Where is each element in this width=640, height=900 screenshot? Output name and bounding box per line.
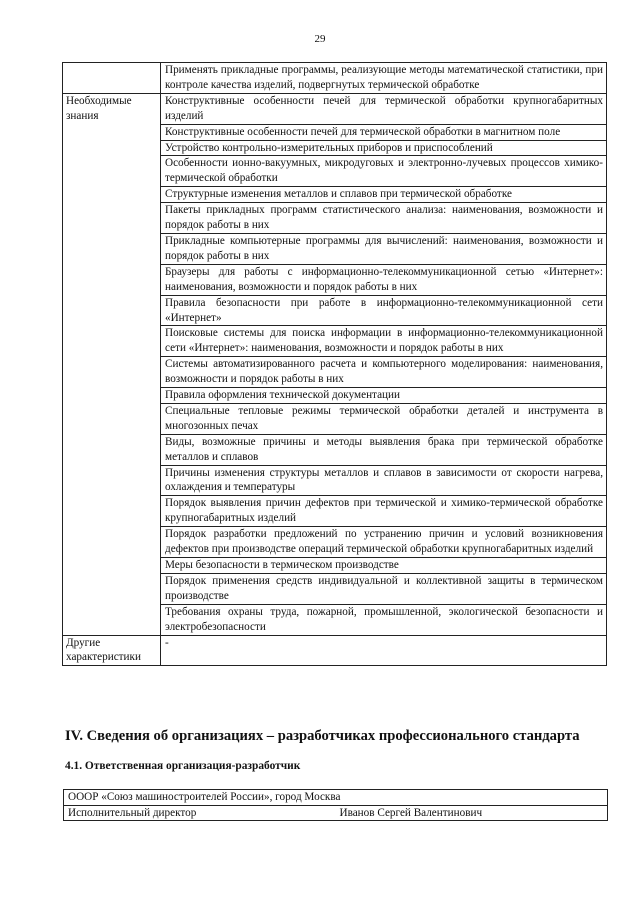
knowledge-item: Порядок применения средств индивидуальной и коллективной защиты в термическом производстве [161, 573, 607, 604]
signatory-position: Исполнительный директор [64, 805, 336, 821]
signatory-name: Иванов Сергей Валентинович [336, 805, 608, 821]
subsection-heading: 4.1. Ответственная организация-разработчик [65, 760, 301, 772]
knowledge-item: Требования охраны труда, пожарной, промышленной, экологической безопасности и электробезопасности [161, 604, 607, 635]
leading-item: Применять прикладные программы, реализующие методы математической статистики, при контроле качества изделий, подвергнутых термической обработке [161, 63, 607, 94]
section-heading: IV. Сведения об организациях – разработчиках профессионального стандарта [65, 728, 580, 744]
page-number: 29 [314, 33, 326, 45]
knowledge-item: Браузеры для работы с информационно-телекоммуникационной сетью «Интернет»: наименования, возможности и порядок работы в них [161, 264, 607, 295]
knowledge-item: Виды, возможные причины и методы выявления брака при термической обработке металлов и сплавов [161, 434, 607, 465]
table-row [63, 93, 607, 124]
other-characteristics-value: - [161, 635, 607, 666]
knowledge-item: Пакеты прикладных программ статистического анализа: наименования, возможности и порядок работы в них [161, 203, 607, 234]
knowledge-item: Конструктивные особенности печей для термической обработки крупногабаритных изделий [161, 93, 607, 124]
knowledge-item: Правила безопасности при работе в информационно-телекоммуникационной сети «Интернет» [161, 295, 607, 326]
requirements-table-body [63, 63, 607, 666]
knowledge-item: Структурные изменения металлов и сплавов при термической обработке [161, 187, 607, 203]
empty-label-cell [63, 63, 161, 94]
knowledge-item: Правила оформления технической документации [161, 388, 607, 404]
knowledge-item: Порядок выявления причин дефектов при термической и химико-термической обработке крупногабаритных изделий [161, 496, 607, 527]
organization-signatory-row [64, 805, 608, 821]
knowledge-item: Конструктивные особенности печей для термической обработки в магнитном поле [161, 124, 607, 140]
other-characteristics-label: Другие характеристики [63, 635, 161, 666]
organization-name-row [64, 790, 608, 806]
table-row [63, 635, 607, 666]
knowledge-item: Прикладные компьютерные программы для вычислений: наименования, возможности и порядок работы в них [161, 233, 607, 264]
organization-table [63, 789, 608, 821]
knowledge-item: Специальные тепловые режимы термической обработки деталей и инструмента в многозонных печах [161, 403, 607, 434]
knowledge-item: Системы автоматизированного расчета и компьютерного моделирования: наименования, возможности и порядок работы в них [161, 357, 607, 388]
table-row [63, 63, 607, 94]
knowledge-label: Необходимые знания [63, 93, 161, 635]
knowledge-item: Устройство контрольно-измерительных приборов и приспособлений [161, 140, 607, 156]
knowledge-item: Поисковые системы для поиска информации в информационно-телекоммуникационной сети «Интернет»: наименования, возможности и порядок работы в них [161, 326, 607, 357]
knowledge-item: Особенности ионно-вакуумных, микродуговых и электронно-лучевых процессов химико-термической обработки [161, 156, 607, 187]
knowledge-item: Причины изменения структуры металлов и сплавов в зависимости от скорости нагрева, охлаждения и температуры [161, 465, 607, 496]
organization-name: ОООР «Союз машиностроителей России», город Москва [64, 790, 608, 806]
knowledge-item: Порядок разработки предложений по устранению причин и условий возникновения дефектов при производстве операций термической обработки крупногабаритных изделий [161, 527, 607, 558]
requirements-table [62, 62, 607, 666]
knowledge-item: Меры безопасности в термическом производстве [161, 558, 607, 574]
